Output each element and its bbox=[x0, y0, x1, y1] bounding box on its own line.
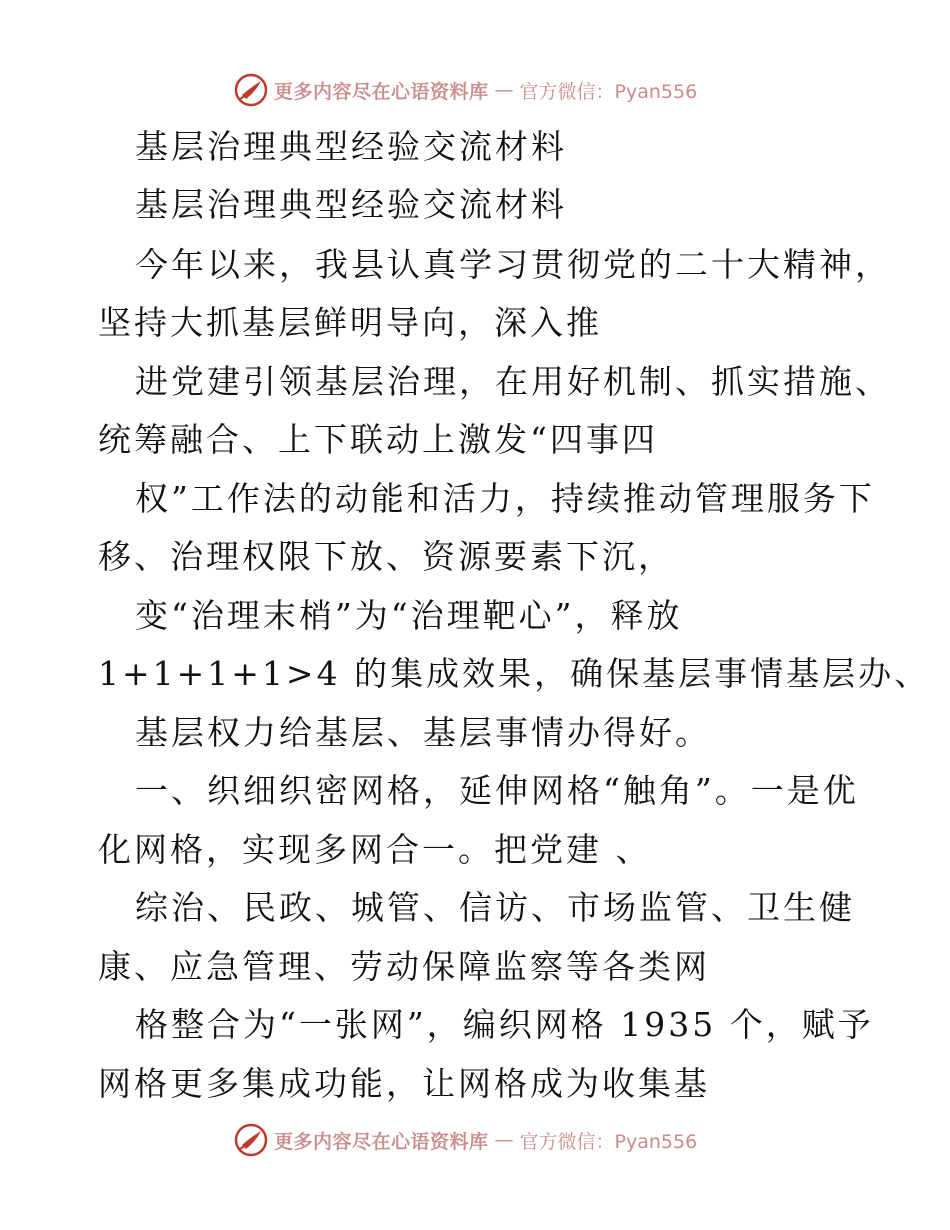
paragraph-line: 网格更多集成功能，让网格成为收集基 bbox=[98, 1064, 710, 1103]
paragraph-line: 化网格，实现多网合一。把党建 、 bbox=[98, 830, 652, 869]
footer-watermark bbox=[234, 1123, 697, 1157]
watermark-brand: 更多内容尽在心语资料库 bbox=[274, 80, 489, 103]
paragraph-line: 综治、民政、城管、信访、市场监管、卫生健 bbox=[135, 888, 855, 927]
watermark-contact: 官方微信：Pyan556 bbox=[519, 1130, 698, 1153]
paragraph-line: 权”工作法的动能和活力，持续推动管理服务下 bbox=[135, 479, 875, 518]
paragraph-line: 今年以来，我县认真学习贯彻党的二十大精神， bbox=[135, 245, 891, 284]
watermark-brand: 更多内容尽在心语资料库 bbox=[274, 1130, 489, 1153]
paragraph-line: 变“治理末梢”为“治理靶心”，释放 bbox=[135, 596, 683, 635]
header-watermark bbox=[234, 73, 697, 107]
document-title: 基层治理典型经验交流材料 bbox=[135, 127, 567, 166]
paragraph-line: 进党建引领基层治理，在用好机制、抓实措施、 bbox=[135, 362, 891, 401]
paragraph-line: 格整合为“一张网”，编织网格 1935 个，赋予 bbox=[135, 1005, 874, 1044]
paragraph-line: 基层权力给基层、基层事情办得好。 bbox=[135, 713, 711, 752]
document-title-repeat: 基层治理典型经验交流材料 bbox=[135, 185, 567, 224]
paragraph-line: 一、织细织密网格，延伸网格“触角”。一是优 bbox=[135, 771, 859, 810]
paragraph-line: 坚持大抓基层鲜明导向，深入推 bbox=[98, 303, 602, 342]
paragraph-line: 1+1+1+1>4 的集成效果，确保基层事情基层办、 bbox=[98, 654, 931, 693]
paragraph-line: 康、应急管理、劳动保障监察等各类网 bbox=[98, 947, 710, 986]
paragraph-line: 统筹融合、上下联动上激发“四事四 bbox=[98, 420, 658, 459]
book-quill-logo-icon bbox=[234, 73, 268, 107]
watermark-separator: — bbox=[494, 1129, 514, 1151]
book-quill-logo-icon bbox=[234, 1123, 268, 1157]
watermark-contact: 官方微信：Pyan556 bbox=[519, 80, 698, 103]
watermark-separator: — bbox=[494, 79, 514, 101]
paragraph-line: 移、治理权限下放、资源要素下沉， bbox=[98, 537, 674, 576]
